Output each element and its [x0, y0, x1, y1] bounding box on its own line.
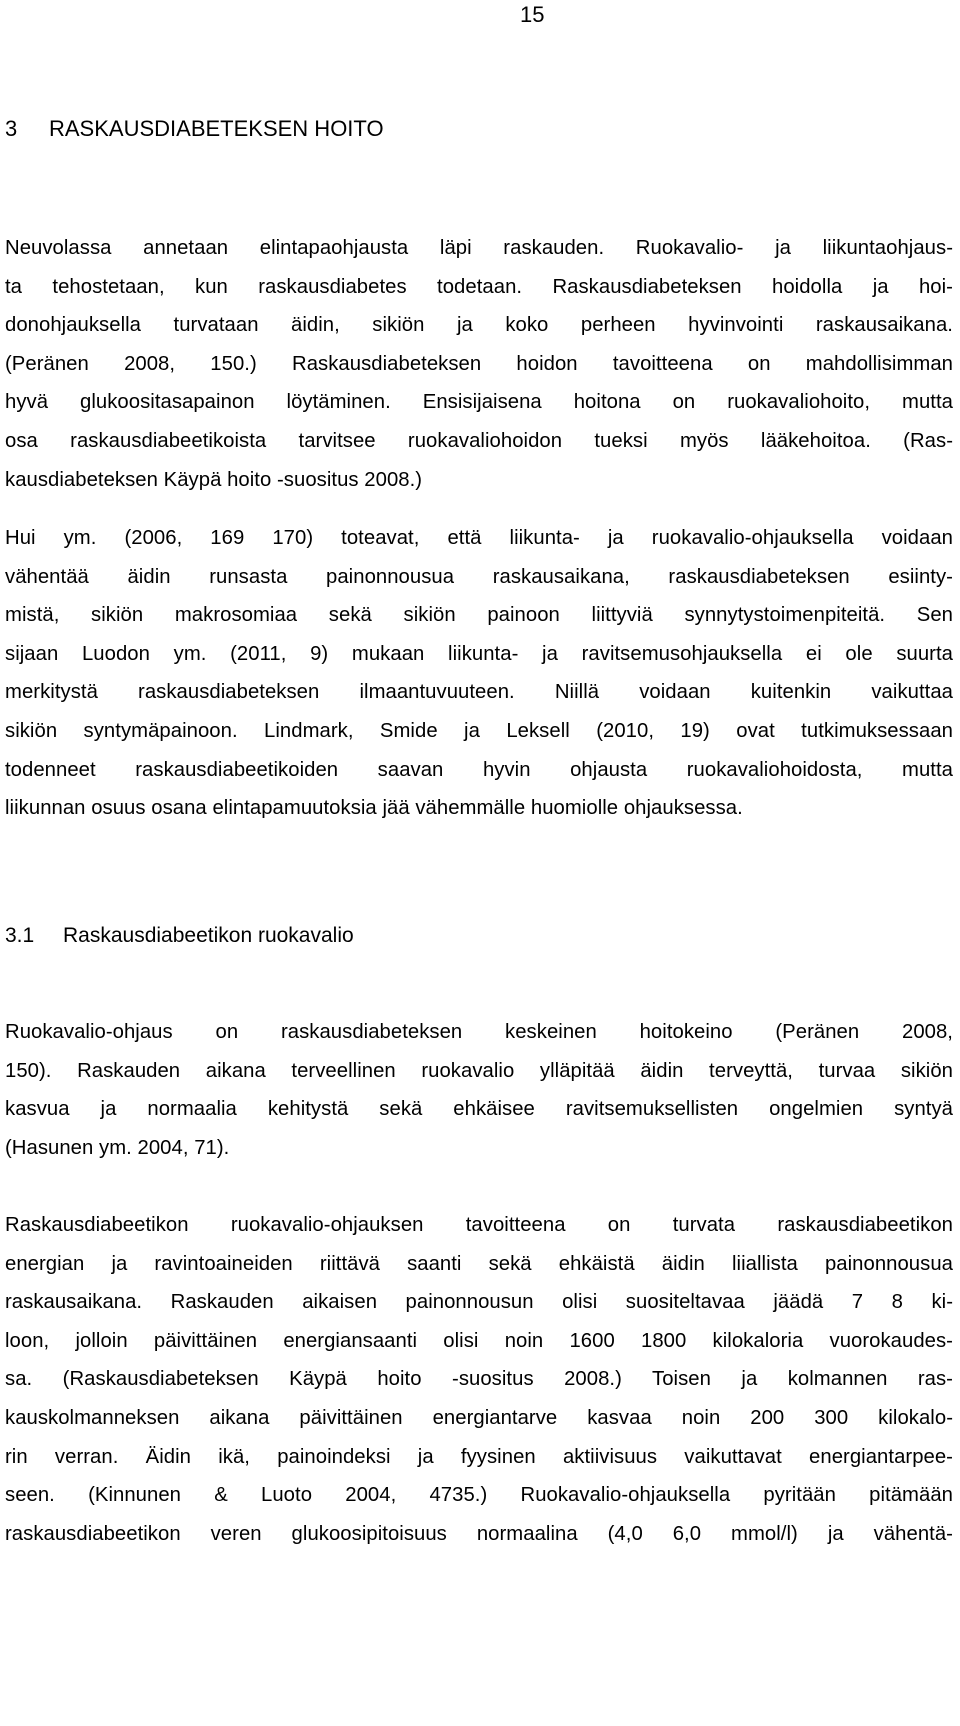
text-line: (Hasunen ym. 2004, 71). — [5, 1136, 230, 1159]
section-heading — [5, 924, 354, 948]
text-line: Hui ym. (2006, 169 170) toteavat, että liikunta- ja ruokavalio-ohjauksella voidaan — [5, 527, 953, 549]
page-number: 15 — [520, 2, 545, 27]
text-line: mistä, sikiön makrosomiaa sekä sikiön painoon liittyviä synnytystoimenpiteitä. Sen — [5, 604, 953, 627]
text-line: kausdiabeteksen Käypä hoito -suositus 2008.) — [5, 468, 423, 491]
paragraph-diet-goals — [5, 1206, 953, 1553]
text-line: donohjauksella turvataan äidin, sikiön ja koko perheen hyvinvointi raskausaikana. — [5, 314, 953, 337]
chapter-heading — [5, 116, 384, 142]
text-line: todenneet raskausdiabeetikoiden saavan hyvin ohjausta ruokavaliohoidosta, mutta — [5, 758, 953, 781]
text-line: raskausaikana. Raskauden aikaisen painonnousun olisi suositeltavaa jäädä 7 8 ki- — [5, 1291, 953, 1314]
text-line: rin verran. Äidin ikä, painoindeksi ja fyysinen aktiivisuus vaikuttavat energiantarpee- — [5, 1445, 953, 1468]
text-line: Ruokavalio-ohjaus on raskausdiabeteksen keskeinen hoitokeino (Peränen 2008, — [5, 1021, 953, 1043]
text-line: vähentää äidin runsasta painonnousua raskausaikana, raskausdiabeteksen esiinty- — [5, 565, 953, 588]
text-line: merkitystä raskausdiabeteksen ilmaantuvuuteen. Niillä voidaan kuitenkin vaikuttaa — [5, 681, 953, 704]
paragraph-exercise — [5, 519, 953, 828]
text-line: (Peränen 2008, 150.) Raskausdiabeteksen hoidon tavoitteena on mahdollisimman — [5, 352, 953, 375]
text-line: seen. (Kinnunen & Luoto 2004, 4735.) Ruokavalio-ohjauksella pyritään pitämään — [5, 1484, 953, 1507]
section-title: Raskausdiabeetikon ruokavalio — [63, 924, 354, 947]
text-line: hyvä glukoositasapainon löytäminen. Ensisijaisena hoitona on ruokavaliohoito, mutta — [5, 391, 953, 414]
paragraph-intro — [5, 229, 953, 499]
text-line: kauskolmanneksen aikana päivittäinen energiantarve kasvaa noin 200 300 kilokalo- — [5, 1406, 953, 1429]
text-line: sa. (Raskausdiabeteksen Käypä hoito -suositus 2008.) Toisen ja kolmannen ras- — [5, 1368, 953, 1391]
text-line: kasvua ja normaalia kehitystä sekä ehkäisee ravitsemuksellisten ongelmien syntyä — [5, 1098, 953, 1121]
chapter-number: 3 — [5, 116, 18, 141]
section-number: 3.1 — [5, 924, 35, 947]
text-line: loon, jolloin päivittäinen energiansaanti olisi noin 1600 1800 kilokaloria vuorokaudes- — [5, 1329, 953, 1352]
text-line: energian ja ravintoaineiden riittävä saanti sekä ehkäistä äidin liiallista painonnousua — [5, 1252, 953, 1275]
text-line: liikunnan osuus osana elintapamuutoksia jää vähemmälle huomiolle ohjauksessa. — [5, 797, 743, 820]
chapter-title: RASKAUSDIABETEKSEN HOITO — [49, 116, 384, 141]
text-line: osa raskausdiabeetikoista tarvitsee ruokavaliohoidon tueksi myös lääkehoitoa. (Ras- — [5, 429, 953, 452]
text-line: Raskausdiabeetikon ruokavalio-ohjauksen tavoitteena on turvata raskausdiabeetikon — [5, 1214, 953, 1236]
text-line: sikiön syntymäpainoon. Lindmark, Smide ja Leksell (2010, 19) ovat tutkimuksessaan — [5, 719, 953, 742]
text-line: raskausdiabeetikon veren glukoosipitoisuus normaalina (4,0 6,0 mmol/l) ja vähentä- — [5, 1522, 953, 1545]
text-line: 150). Raskauden aikana terveellinen ruokavalio ylläpitää äidin terveyttä, turvaa sikiön — [5, 1059, 953, 1082]
text-line: Neuvolassa annetaan elintapaohjausta läpi raskauden. Ruokavalio- ja liikuntaohjaus- — [5, 237, 953, 259]
paragraph-diet-guidance — [5, 1013, 953, 1167]
text-line: sijaan Luodon ym. (2011, 9) mukaan liikunta- ja ravitsemusohjauksella ei ole suurta — [5, 642, 953, 665]
text-line: ta tehostetaan, kun raskausdiabetes todetaan. Raskausdiabeteksen hoidolla ja hoi- — [5, 275, 953, 298]
